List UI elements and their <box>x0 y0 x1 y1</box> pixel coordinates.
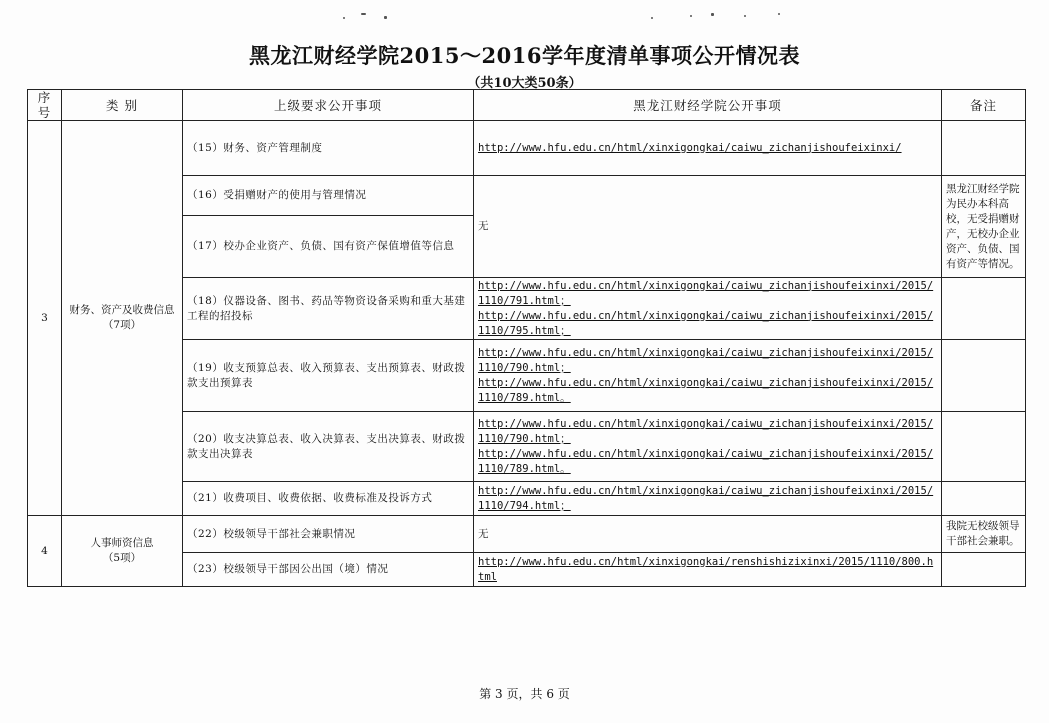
page-footer: 第 3 页，共 6 页 <box>479 687 570 701</box>
remark-cell: 黑龙江财经学院为民办本科高校，无受捐赠财产，无校办企业资产、负债、国有资产等情况。 <box>942 176 1026 278</box>
disclosure-link[interactable]: http://www.hfu.edu.cn/html/xinxigongkai/caiwu_zichanjishoufeixinxi/2015/1110/794.html； <box>478 484 934 512</box>
group-category-cell <box>62 121 183 516</box>
school-text-cell: 无 <box>474 176 942 278</box>
scan-speck <box>778 13 780 15</box>
disclosure-link[interactable]: http://www.hfu.edu.cn/html/xinxigongkai/caiwu_zichanjishoufeixinxi/2015/1110/791.html； <box>478 279 934 307</box>
group-count-label: （5项） <box>102 552 142 564</box>
remark-cell: 我院无校级领导干部社会兼职。 <box>942 516 1026 553</box>
header-no: 序号 <box>28 90 62 121</box>
disclosure-link[interactable]: http://www.hfu.edu.cn/html/xinxigongkai/caiwu_zichanjishoufeixinxi/2015/1110/790.html； <box>478 346 934 374</box>
school-links-cell <box>474 553 942 587</box>
header-category: 类 别 <box>62 90 183 121</box>
remark-cell <box>942 121 1026 176</box>
scan-speck <box>384 16 387 19</box>
required-item: （15）财务、资产管理制度 <box>183 121 474 176</box>
required-item: （16）受捐赠财产的使用与管理情况 <box>183 176 474 216</box>
document-title: 黑龙江财经学院2015～2016学年度清单事项公开情况表 <box>249 43 800 68</box>
school-links-cell <box>474 278 942 340</box>
disclosure-link[interactable]: http://www.hfu.edu.cn/html/xinxigongkai/caiwu_zichanjishoufeixinxi/2015/1110/795.html； <box>478 309 934 337</box>
scan-speck <box>744 15 746 17</box>
group-count-label: （7项） <box>102 319 142 331</box>
scan-speck <box>690 15 692 17</box>
header-school: 黑龙江财经学院公开事项 <box>474 90 942 121</box>
required-item: （18）仪器设备、图书、药品等物资设备采购和重大基建工程的招投标 <box>183 278 474 340</box>
required-item: （21）收费项目、收费依据、收费标准及投诉方式 <box>183 482 474 516</box>
school-links-cell <box>474 340 942 412</box>
required-item: （19）收支预算总表、收入预算表、支出预算表、财政拨款支出预算表 <box>183 340 474 412</box>
remark-cell <box>942 340 1026 412</box>
header-required: 上级要求公开事项 <box>183 90 474 121</box>
table-header-row <box>28 90 1026 121</box>
scan-speck <box>651 17 653 19</box>
disclosure-link[interactable]: http://www.hfu.edu.cn/html/xinxigongkai/renshishizixinxi/2015/1110/800.html <box>478 555 934 583</box>
header-remark: 备注 <box>942 90 1026 121</box>
required-item: （20）收支决算总表、收入决算表、支出决算表、财政拨款支出决算表 <box>183 412 474 482</box>
disclosure-link[interactable]: http://www.hfu.edu.cn/html/xinxigongkai/caiwu_zichanjishoufeixinxi/2015/1110/789.html。 <box>478 447 934 475</box>
school-links-cell <box>474 412 942 482</box>
document-subtitle: （共10大类50条） <box>467 76 582 91</box>
disclosure-link[interactable]: http://www.hfu.edu.cn/html/xinxigongkai/caiwu_zichanjishoufeixinxi/ <box>478 141 902 154</box>
scan-speck <box>711 13 714 16</box>
school-links-cell <box>474 482 942 516</box>
remark-cell <box>942 412 1026 482</box>
remark-cell <box>942 482 1026 516</box>
school-links-cell <box>474 121 942 176</box>
disclosure-link[interactable]: http://www.hfu.edu.cn/html/xinxigongkai/caiwu_zichanjishoufeixinxi/2015/1110/790.html； <box>478 417 934 445</box>
required-item: （17）校办企业资产、负债、国有资产保值增值等信息 <box>183 216 474 278</box>
remark-cell <box>942 278 1026 340</box>
group-no-cell: 3 <box>28 121 62 516</box>
group-category-cell <box>62 516 183 587</box>
required-item: （23）校级领导干部因公出国（境）情况 <box>183 553 474 587</box>
scan-speck <box>361 13 366 15</box>
table-row <box>28 121 1026 176</box>
disclosure-table <box>27 89 1026 587</box>
group-category-label: 财务、资产及收费信息 <box>69 304 175 316</box>
school-text-cell: 无 <box>474 516 942 553</box>
group-category-label: 人事师资信息 <box>90 537 154 549</box>
table-row <box>28 516 1026 553</box>
scan-speck <box>343 17 345 19</box>
disclosure-link[interactable]: http://www.hfu.edu.cn/html/xinxigongkai/caiwu_zichanjishoufeixinxi/2015/1110/789.html。 <box>478 376 934 404</box>
remark-cell <box>942 553 1026 587</box>
required-item: （22）校级领导干部社会兼职情况 <box>183 516 474 553</box>
group-no-cell: 4 <box>28 516 62 587</box>
